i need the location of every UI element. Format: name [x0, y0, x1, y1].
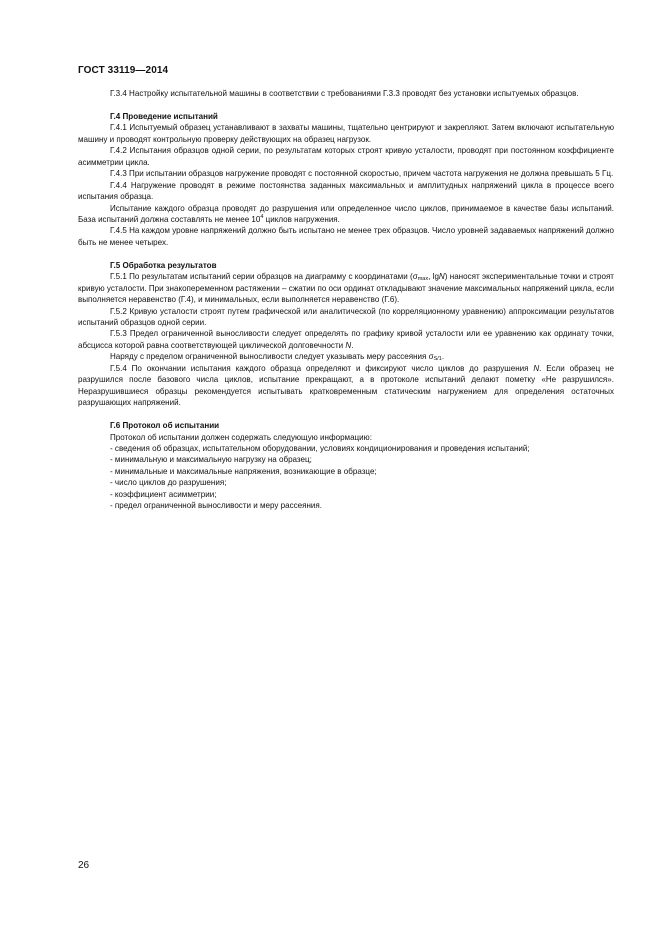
paragraph-g5-4: Г.5.4 По окончании испытания каждого образца определяют и фиксируют число циклов до разрушения N. Если образец не разрушился после базового числа циклов, испытание прекращают, а в протоколе испытаний делают пометку «Не разрушился». Неразрушившиеся образцы рекомендуется испытывать кратковременным статическим нагружением для определения остаточных разрушающих напряжений. [78, 363, 614, 408]
list-item: - минимальные и максимальные напряжения, возникающие в образце; [110, 466, 377, 476]
list-item: - предел ограниченной выносливости и меру рассеяния. [110, 501, 322, 511]
paragraph-g5-2: Г.5.2 Кривую усталости строят путем графической или аналитической (по корреляционному уравнению) аппроксимации результатов испытаний образцов одной серии. [78, 306, 614, 328]
paragraph-g5-3: Г.5.3 Предел ограниченной выносливости следует определять по графику кривой усталости или ее уравнению как ординату точки, абсцисса которой равна соответствующей циклической долговечности N. [78, 329, 614, 350]
list-item: - минимальную и максимальную нагрузку на образец; [110, 455, 312, 465]
paragraph-test-base: Испытание каждого образца проводят до разрушения или определенное число циклов, принимаемое в качестве базы испытаний. База испытаний должна составлять не менее $10^4$ циклов нагружения. [78, 203, 614, 224]
paragraph-g6: Протокол об испытании должен содержать следующую информацию: [110, 432, 372, 442]
section-heading-g4: Г.4 Проведение испытаний [110, 111, 218, 121]
paragraph-scatter-measure: Наряду с пределом ограниченной выносливости следует указывать меру рассеяния $\sigma_{S/1}$. [110, 352, 445, 363]
list-item: - число циклов до разрушения; [110, 478, 227, 488]
paragraph-g3-4: Г.3.4 Настройку испытательной машины в соответствии с требованиями Г.3.3 проводят без установки испытуемых образцов. [110, 89, 579, 98]
paragraph-g4-5: Г.4.5 На каждом уровне напряжений должно быть испытано не менее трех образцов. Число уровней задаваемых напряжений должно быть не менее четырех. [78, 226, 614, 247]
list-item: - коэффициент асимметрии; [110, 489, 217, 499]
paragraph-g4-3: Г.4.3 При испытании образцов нагружение проводят с постоянной скоростью, причем частота нагружения не должна превышать 5 Гц. [110, 169, 614, 179]
section-heading-g5: Г.5 Обработка результатов [110, 260, 217, 270]
report-contents-list [78, 443, 614, 512]
section-heading-g6: Г.6 Протокол об испытании [110, 421, 220, 431]
paragraph-g4-4: Г.4.4 Нагружение проводят в режиме постоянства заданных максимальных и амплитудных напряжений цикла в процессе всего испытания образца. [78, 180, 614, 202]
paragraph-g4-1: Г.4.1 Испытуемый образец устанавливают в захваты машины, тщательно центрируют и закрепляют. Затем включают испытательную машину и проводят контрольную проверку действующих на образец нагрузок. [78, 123, 614, 144]
list-item: - сведения об образцах, испытательном оборудовании, условиях кондиционирования и проведения испытаний; [110, 444, 530, 453]
paragraph-g4-2: Г.4.2 Испытания образцов одной серии, по результатам которых строят кривую усталости, проводят при постоянном коэффициенте асимметрии цикла. [78, 146, 614, 167]
page-number: 26 [78, 860, 90, 871]
paragraph-g5-1: Г.5.1 По результатам испытаний серии образцов на диаграмму с координатами ($\sigma_{max}$, lgN) наносят экспериментальные точки и строят кривую усталости. При знакопеременном растяжении – сжатии по оси ординат откладывают значение максимальных напряжений цикла, если выполняется неравенство (Г.4), и минимальных, если выполняется неравенство (Г.6). [78, 272, 614, 305]
document-body [78, 88, 614, 512]
document-header: ГОСТ 33119—2014 [78, 65, 169, 76]
